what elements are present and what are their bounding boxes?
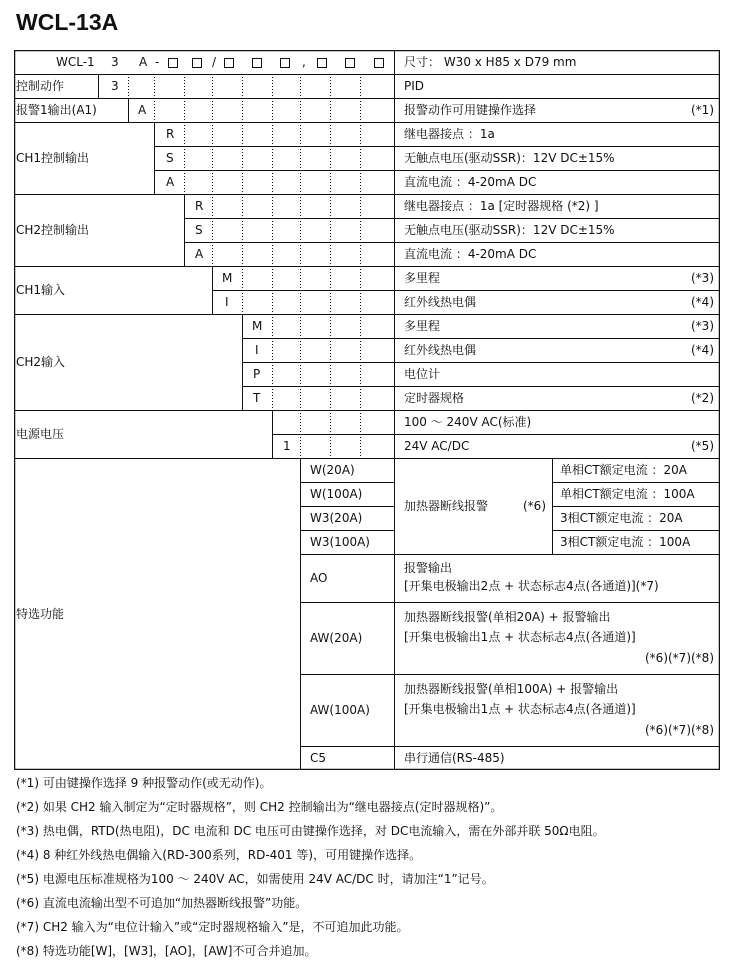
placeholder-box <box>345 57 355 71</box>
ch1-input-note: (*4) <box>691 295 714 309</box>
ch1-output-desc: 直流电流 ：4-20mA DC <box>404 175 537 189</box>
heater-code: W(20A) <box>310 463 355 477</box>
ch2-output-code: R <box>195 199 204 213</box>
placeholder-box <box>168 57 178 71</box>
model-code-a: A <box>139 55 148 69</box>
footnote: (*5) 电源电压标准规格为100 ～ 240V AC，如需使用 24V AC/DC 时，请加注“1”记号。 <box>16 872 494 886</box>
c5-code: C5 <box>310 751 327 765</box>
ch2-output-desc: 无触点电压(驱动SSR)：12V DC±15% <box>404 223 615 237</box>
aw20-line1: 加热器断线报警(单相20A) + 报警输出 <box>404 610 611 624</box>
footnote: (*2) 如果 CH2 输入制定为“定时器规格”，则 CH2 控制输出为“继电器接点(定时器规格)”。 <box>16 800 503 814</box>
placeholder-box <box>224 57 234 71</box>
footnote: (*8) 特选功能[W]，[W3]，[AO]，[AW]不可合并追加。 <box>16 944 317 958</box>
alarm1-code: A <box>138 103 147 117</box>
footnote: (*1) 可由键操作选择 9 种报警动作(或无动作)。 <box>16 776 272 790</box>
power-desc: 100 ～ 240V AC(标准) <box>404 415 532 429</box>
placeholder-box <box>374 57 384 71</box>
aw100-note: (*6)(*7)(*8) <box>645 723 714 737</box>
ch1-input-code: I <box>225 295 229 309</box>
control-action-code: 3 <box>111 79 119 93</box>
ch1-output-desc: 无触点电压(驱动SSR)：12V DC±15% <box>404 151 615 165</box>
placeholder-box <box>280 57 290 71</box>
power-note: (*5) <box>691 439 714 453</box>
heater-code: W(100A) <box>310 487 363 501</box>
alarm1-label: 报警1输出(A1) <box>16 103 97 117</box>
heater-desc: 加热器断线报警 <box>404 499 489 513</box>
model-code-dash: - <box>155 55 160 69</box>
placeholder-box <box>192 57 202 71</box>
ch1-output-code: R <box>166 127 175 141</box>
placeholder-box <box>317 57 327 71</box>
page-title: WCL-13A <box>16 9 119 35</box>
ch2-input-desc: 电位计 <box>404 367 441 381</box>
special-label: 特选功能 <box>16 607 65 621</box>
model-code-slash: / <box>212 55 217 69</box>
ch2-output-desc: 直流电流 ：4-20mA DC <box>404 247 537 261</box>
ch1-input-desc: 红外线热电偶 <box>404 295 477 309</box>
ch2-input-desc: 红外线热电偶 <box>404 343 477 357</box>
model-code-3: 3 <box>111 55 119 69</box>
placeholder-box <box>252 57 262 71</box>
spec-table <box>14 50 720 770</box>
ch2-input-note: (*2) <box>691 391 714 405</box>
heater-ct: 单相CT额定电流 ：100A <box>560 487 695 501</box>
c5-desc: 串行通信(RS-485) <box>404 751 505 765</box>
alarm1-note: (*1) <box>691 103 714 117</box>
alarm1-desc: 报警动作可用键操作选择 <box>404 103 537 117</box>
heater-ct: 3相CT额定电流 ：100A <box>560 535 691 549</box>
ch2-input-code: M <box>252 319 263 333</box>
power-label: 电源电压 <box>16 427 65 441</box>
aw20-note: (*6)(*7)(*8) <box>645 651 714 665</box>
dimensions-label: 尺寸： W30 x H85 x D79 mm <box>404 55 577 69</box>
aw20-code: AW(20A) <box>310 631 363 645</box>
ch2-input-note: (*4) <box>691 343 714 357</box>
ch2-output-code: A <box>195 247 204 261</box>
heater-ct: 单相CT额定电流 ：20A <box>560 463 688 477</box>
footnote: (*4) 8 种红外线热电偶输入(RD-300系列，RD-401 等)，可用键操作选择。 <box>16 848 422 862</box>
ch1-input-code: M <box>222 271 233 285</box>
ao-code: AO <box>310 571 328 585</box>
control-action-label: 控制动作 <box>16 79 65 93</box>
heater-ct: 3相CT额定电流 ：20A <box>560 511 683 525</box>
ch2-output-desc: 继电器接点 ：1a [定时器规格 (*2) ] <box>404 199 599 213</box>
ch2-input-code: T <box>253 391 261 405</box>
aw100-line2: [开集电极输出1点 + 状态标志4点(各通道)] <box>404 702 636 716</box>
ao-line1: 报警输出 <box>404 561 453 575</box>
power-code: 1 <box>283 439 291 453</box>
model-code-prefix: WCL-1 <box>56 55 95 69</box>
aw100-line1: 加热器断线报警(单相100A) + 报警输出 <box>404 682 619 696</box>
ch1-input-note: (*3) <box>691 271 714 285</box>
power-desc: 24V AC/DC <box>404 439 470 453</box>
ch2-input-desc: 多里程 <box>404 319 441 333</box>
ch1-output-code: S <box>166 151 174 165</box>
ch2-output-label: CH2控制输出 <box>16 223 90 237</box>
ch2-input-code: P <box>253 367 261 381</box>
ao-line2: [开集电极输出2点 + 状态标志4点(各通道)](*7) <box>404 579 659 593</box>
ch2-input-label: CH2输入 <box>16 355 66 369</box>
footnote: (*6) 直流电流输出型不可追加“加热器断线报警”功能。 <box>16 896 308 910</box>
ch1-output-desc: 继电器接点 ：1a <box>404 127 495 141</box>
ch1-output-code: A <box>166 175 175 189</box>
ch2-output-code: S <box>195 223 203 237</box>
ch2-input-desc: 定时器规格 <box>404 391 465 405</box>
model-code-comma: , <box>302 55 306 69</box>
ch2-input-code: I <box>255 343 259 357</box>
footnote: (*7) CH2 输入为“电位计输入”或“定时器规格输入”是，不可追加此功能。 <box>16 920 409 934</box>
aw20-line2: [开集电极输出1点 + 状态标志4点(各通道)] <box>404 630 636 644</box>
heater-code: W3(100A) <box>310 535 370 549</box>
footnote: (*3) 热电偶，RTD(热电阻)，DC 电流和 DC 电压可由键操作选择，对 DC电流输入，需在外部并联 50Ω电阻。 <box>16 824 605 838</box>
aw100-code: AW(100A) <box>310 703 370 717</box>
ch1-output-label: CH1控制输出 <box>16 151 90 165</box>
heater-note: (*6) <box>523 499 546 513</box>
ch2-input-note: (*3) <box>691 319 714 333</box>
ch1-input-desc: 多里程 <box>404 271 441 285</box>
heater-code: W3(20A) <box>310 511 363 525</box>
control-action-desc: PID <box>404 79 425 93</box>
ch1-input-label: CH1输入 <box>16 283 66 297</box>
